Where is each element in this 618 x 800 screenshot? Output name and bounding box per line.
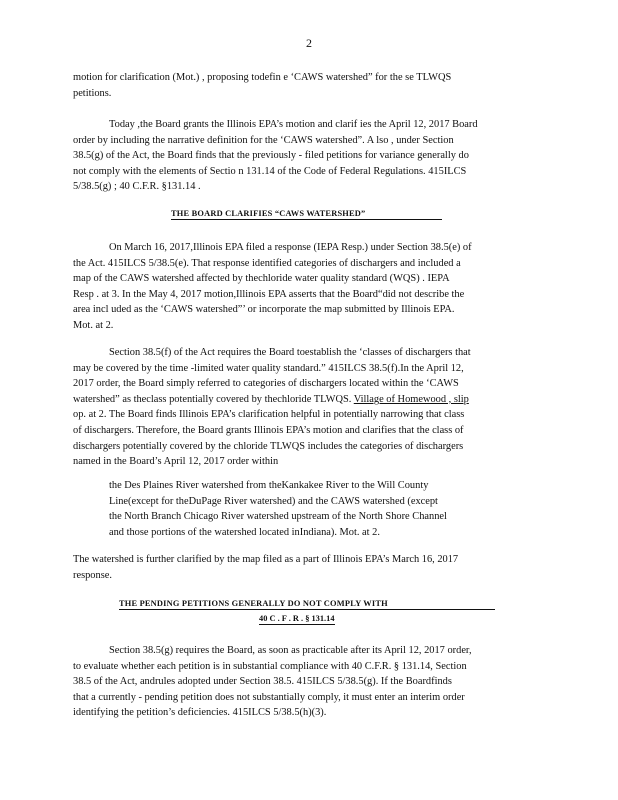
text-line: to evaluate whether each petition is in substantial compliance with 40 C.F.R. § 131.14, Section	[73, 660, 467, 672]
text-line: 5/38.5(g) ; 40 C.F.R. §131.14 .	[73, 181, 201, 193]
section-heading-cfr: 40 C . F . R . § 131.14	[259, 614, 335, 623]
text-segment: watershed” as theclass potentially covered by thechloride TLWQS.	[73, 393, 354, 405]
text-line: motion for clarification (Mot.) , proposing todefin e ‘CAWS watershed” for the se TLWQS	[73, 72, 452, 83]
text-line	[73, 392, 519, 408]
text-line: may be covered by the time -limited water quality standard.” 415ILCS 38.5(f).In the April 12,	[73, 362, 464, 374]
section-heading-pending-petitions: THE PENDING PETITIONS GENERALLY DO NOT COMPLY WITH	[119, 599, 495, 610]
text-line: 2017 order, the Board simply referred to categories of dischargers located within the ‘CAWS	[73, 378, 459, 390]
paragraph-board-grants	[73, 117, 519, 195]
text-line: Section 38.5(f) of the Act requires the Board toestablish the ‘classes of dischargers that	[109, 347, 471, 358]
quote-line: the North Branch Chicago River watershed upstream of the North Shore Channel	[109, 511, 447, 523]
text-line: On March 16, 2017,Illinois EPA filed a response (IEPA Resp.) under Section 38.5(e) of	[109, 242, 472, 253]
text-line: petitions.	[73, 87, 112, 99]
text-line: of dischargers. Therefore, the Board grants Illinois EPA’s motion and clarifies that the class of	[73, 424, 464, 436]
text-line: 38.5(g) of the Act, the Board finds that the previously - filed petitions for variance generally do	[73, 150, 469, 162]
paragraph-classes-of-dischargers	[73, 345, 519, 470]
text-line: Section 38.5(g) requires the Board, as soon as practicable after its April 12, 2017 order,	[109, 645, 472, 656]
text-line: The watershed is further clarified by the map filed as a part of Illinois EPA’s March 16, 2017	[73, 554, 459, 565]
paragraph-continuation	[73, 70, 519, 101]
text-line: map of the CAWS watershed affected by thechloride water quality standard (WQS) . IEPA	[73, 273, 450, 285]
block-quote	[109, 478, 493, 540]
text-line: dischargers potentially covered by the chloride TLWQS includes the categories of dischargers	[73, 440, 464, 452]
section-heading-clarifies: THE BOARD CLARIFIES “CAWS WATERSHED”	[171, 209, 442, 220]
text-line: that a currently - pending petition does not substantially comply, it must enter an interim order	[73, 691, 465, 703]
text-line: order by including the narrative definition for the ‘CAWS watershed”. A lso , under Section	[73, 134, 454, 146]
text-line: response.	[73, 569, 112, 581]
paragraph-march-response	[73, 240, 519, 334]
quote-line: the Des Plaines River watershed from theKankakee River to the Will County	[109, 480, 429, 491]
paragraph-watershed-map	[73, 552, 519, 583]
text-line: identifying the petition’s deficiencies. 415ILCS 5/38.5(h)(3).	[73, 707, 327, 719]
text-line: not comply with the elements of Sectio n 131.14 of the Code of Federal Regulations. 415ILCS	[73, 165, 467, 177]
page-number: 2	[306, 36, 312, 50]
case-citation: Village of Homewood , slip	[353, 393, 469, 405]
text-line: op. at 2. The Board finds Illinois EPA’s clarification helpful in potentially narrowing that class	[73, 409, 465, 421]
text-line: named in the Board’s April 12, 2017 order within	[73, 456, 279, 468]
text-line: the Act. 415ILCS 5/38.5(e). That response identified categories of dischargers and included a	[73, 257, 461, 269]
quote-line: and those portions of the watershed located inIndiana). Mot. at 2.	[109, 526, 380, 538]
text-line: Today ,the Board grants the Illinois EPA’s motion and clarif ies the April 12, 2017 Board	[109, 119, 478, 130]
text-line: area incl uded as the ‘CAWS watershed”’ or incorporate the map submitted by Illinois EPA.	[73, 304, 455, 316]
text-line: Resp . at 3. In the May 4, 2017 motion,Illinois EPA asserts that the Board“did not describe the	[73, 288, 465, 300]
paragraph-substantial-compliance	[73, 643, 519, 721]
text-line: 38.5 of the Act, andrules adopted under Section 38.5. 415ILCS 5/38.5(g). If the Boardfinds	[73, 676, 452, 688]
text-line: Mot. at 2.	[73, 319, 114, 331]
quote-line: Line(except for theDuPage River watershed) and the CAWS watershed (except	[109, 495, 438, 507]
